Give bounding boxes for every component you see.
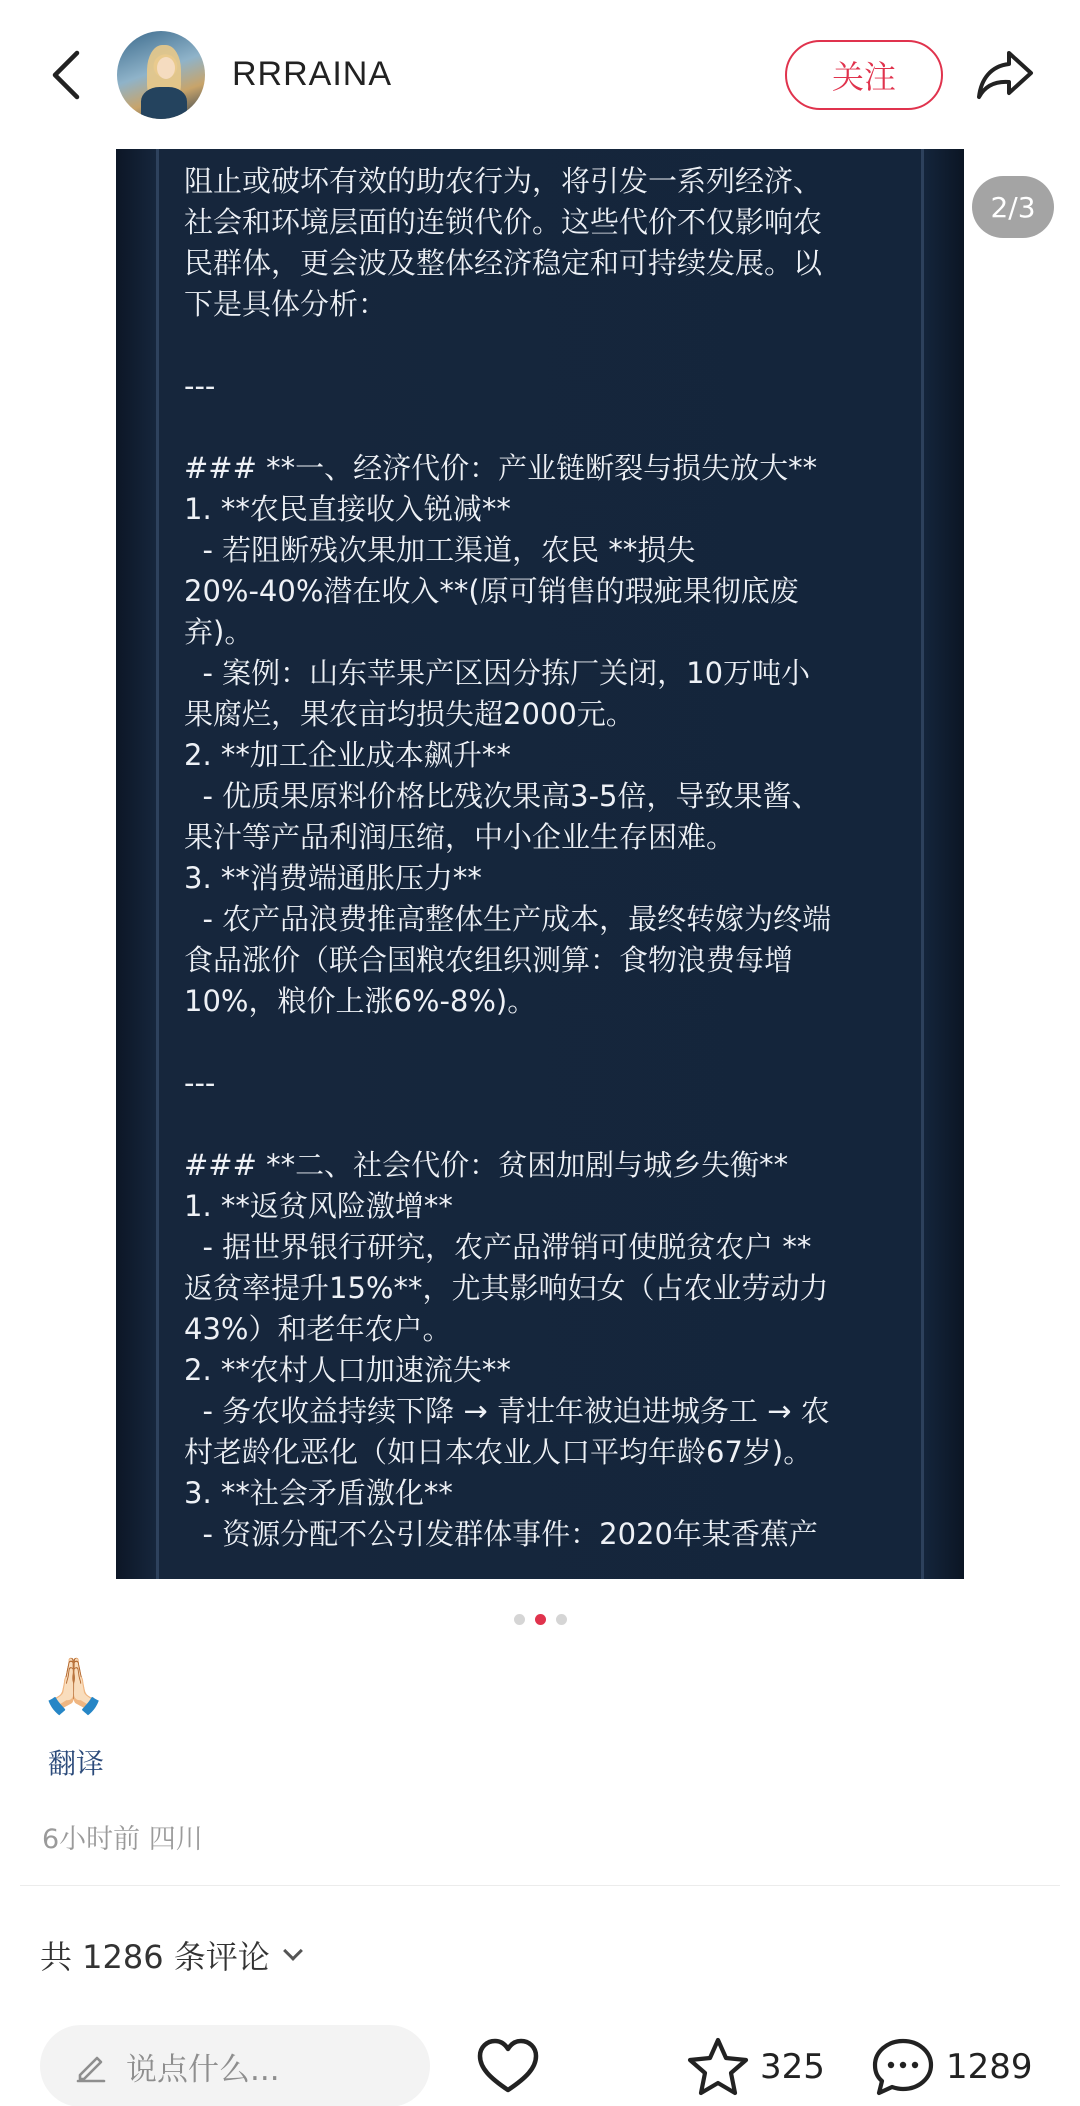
share-button[interactable] — [970, 42, 1040, 108]
bottom-action-bar — [0, 2000, 1080, 2106]
comment-button[interactable] — [870, 2036, 1033, 2098]
avatar[interactable] — [117, 31, 205, 119]
favorite-button[interactable] — [686, 2036, 825, 2098]
comment-input[interactable] — [40, 2025, 430, 2106]
post-caption-emoji: 🙏🏻 — [40, 1654, 108, 1717]
like-button[interactable] — [476, 2036, 540, 2096]
comment-input-placeholder: 说点什么... — [126, 2051, 280, 2088]
author-username[interactable]: RRRAINA — [232, 55, 393, 93]
comments-count-label: 共 1286 条评论 — [40, 1938, 270, 1976]
follow-button[interactable]: 关注 — [785, 40, 943, 110]
divider — [20, 1885, 1060, 1886]
comment-count: 1289 — [946, 2047, 1033, 2087]
post-image[interactable] — [116, 149, 964, 1579]
favorite-count: 325 — [760, 2047, 825, 2087]
carousel-dot[interactable] — [556, 1614, 567, 1625]
post-image-text: 阻止或破坏有效的助农行为，将引发一系列经济、 社会和环境层面的连锁代价。这些代价不仅影响农 民群体，更会波及整体经济稳定和可持续发展。以 下是具体分析： --- ### **一、经济代价：产业链断裂与损失放大** 1. **农民直接收入锐减** - 若阻断残次果加工渠道，农民 **损失 20%-40%潜在收入**(原可销售的瑕疵果彻底废 弃)。 - 案例：山东苹果产区因分拣厂关闭，10万吨小 果腐烂，果农亩均损失超2000元。 2. **加工企业成本飙升** - 优质果原料价格比残次果高3-5倍，导致果酱、 果汁等产品利润压缩，中小企业生存困难。 3. **消费端通胀压力** - 农产品浪费推高整体生产成本，最终转嫁为终端 食品涨价（联合国粮农组织测算：食物浪费每增 10%，粮价上涨6%-8%)。 --- ### **二、社会代价：贫困加剧与城乡失衡** 1. **返贫风险激增** - 据世界银行研究，农产品滞销可使脱贫农户 ** 返贫率提升15%**，尤其影响妇女（占农业劳动力 43%）和老年农户。 2. **农村人口加速流失** - 务农收益持续下降 → 青壮年被迫进城务工 → 农 村老龄化恶化（如日本农业人口平均年龄67岁)。 3. **社会矛盾激化** - 资源分配不公引发群体事件：2020年某香蕉产 — [184, 164, 832, 1551]
edit-icon — [74, 2049, 108, 2083]
chevron-down-icon — [283, 1941, 303, 1961]
image-page-counter: 2/3 — [972, 176, 1054, 238]
like-icon — [476, 2036, 540, 2096]
translate-link[interactable]: 翻译 — [48, 1747, 105, 1780]
carousel-dot-active[interactable] — [535, 1614, 546, 1625]
carousel-indicator — [0, 1614, 1080, 1625]
comment-icon — [870, 2036, 936, 2098]
share-icon — [975, 49, 1035, 101]
comments-summary[interactable] — [40, 1932, 300, 1978]
back-icon — [49, 49, 83, 101]
top-nav-bar — [0, 0, 1080, 150]
back-button[interactable] — [36, 40, 96, 110]
post-meta: 6小时前 四川 — [42, 1824, 203, 1855]
carousel-dot[interactable] — [514, 1614, 525, 1625]
favorite-icon — [686, 2036, 750, 2098]
